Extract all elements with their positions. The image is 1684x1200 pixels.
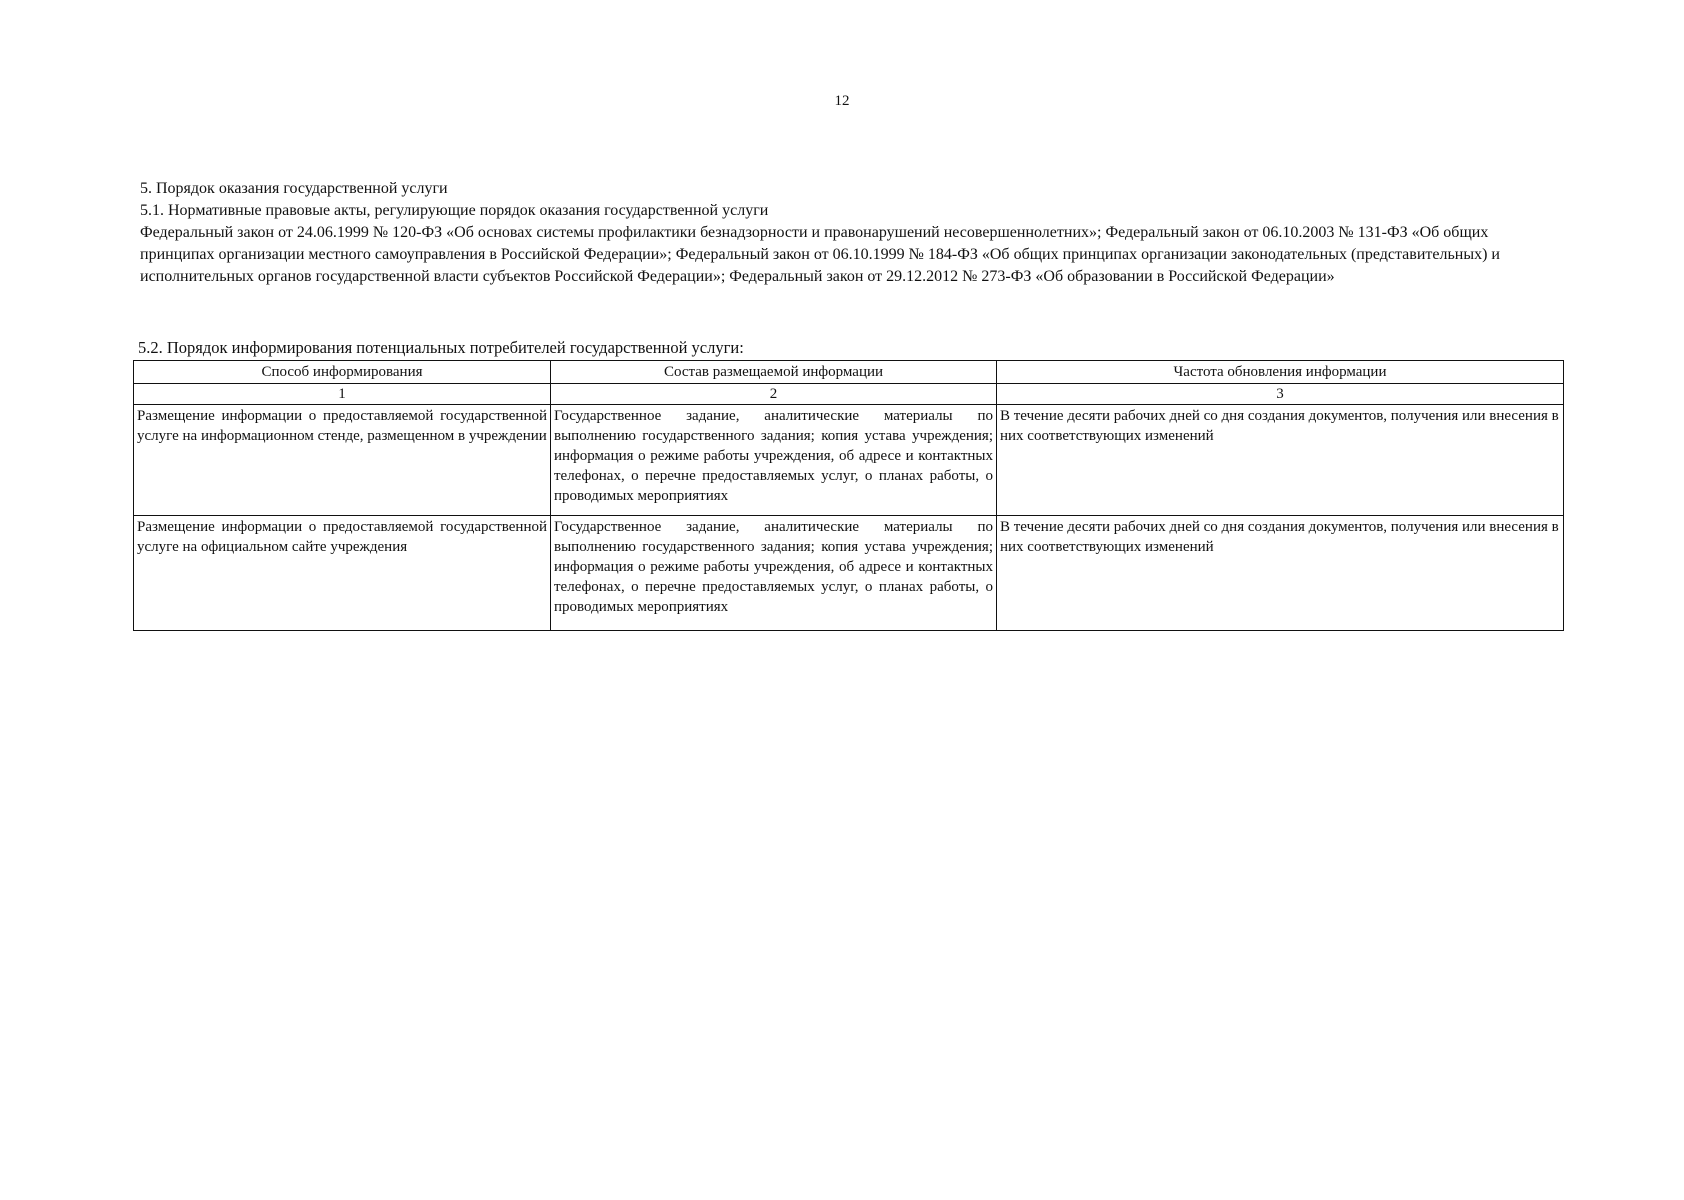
table-row	[134, 516, 1564, 631]
column-number-2: 2	[551, 384, 997, 405]
header-method: Способ информирования	[134, 361, 551, 384]
cell-frequency: В течение десяти рабочих дней со дня создания документов, получения или внесения в них соответствующих изменений	[997, 516, 1564, 631]
informing-table	[133, 360, 1564, 631]
header-frequency: Частота обновления информации	[997, 361, 1564, 384]
cell-content: Государственное задание, аналитические материалы по выполнению государственного задания; копия устава учреждения; информация о режиме работы учреждения, об адресе и контактных телефонах, о перечне предоставляемых услуг, о планах работы, о проводимых мероприятиях	[551, 516, 997, 631]
table-header-row	[134, 361, 1564, 384]
page-number: 12	[834, 93, 850, 109]
header-content: Состав размещаемой информации	[551, 361, 997, 384]
section-subheading: 5.1. Нормативные правовые акты, регулирующие порядок оказания государственной услуги	[140, 202, 769, 219]
column-number-1: 1	[134, 384, 551, 405]
cell-method: Размещение информации о предоставляемой государственной услуге на официальном сайте учреждения	[134, 516, 551, 631]
cell-method: Размещение информации о предоставляемой государственной услуге на информационном стенде, размещенном в учреждении	[134, 405, 551, 516]
table-title: 5.2. Порядок информирования потенциальных потребителей государственной услуги:	[138, 338, 744, 357]
table-row	[134, 405, 1564, 516]
column-number-row	[134, 384, 1564, 405]
cell-frequency: В течение десяти рабочих дней со дня создания документов, получения или внесения в них соответствующих изменений	[997, 405, 1564, 516]
section-heading: 5. Порядок оказания государственной услуги	[140, 180, 448, 197]
column-number-3: 3	[997, 384, 1564, 405]
cell-content: Государственное задание, аналитические материалы по выполнению государственного задания; копия устава учреждения; информация о режиме работы учреждения, об адресе и контактных телефонах, о перечне предоставляемых услуг, о планах работы, о проводимых мероприятиях	[551, 405, 997, 516]
section-5	[140, 178, 1560, 288]
legal-acts-text: Федеральный закон от 24.06.1999 № 120-ФЗ «Об основах системы профилактики безнадзорности и правонарушений несовершеннолетних»; Федеральный закон от 06.10.2003 № 131-ФЗ «Об общих принципах организации местного самоуправления в Российской Федерации»; Федеральный закон от 06.10.1999 № 184-ФЗ «Об общих принципах организации законодательных (представительных) и исполнительных органов государственной власти субъектов Российской Федерации»; Федеральный закон от 29.12.2012 № 273-ФЗ «Об образовании в Российской Федерации»	[140, 224, 1500, 285]
